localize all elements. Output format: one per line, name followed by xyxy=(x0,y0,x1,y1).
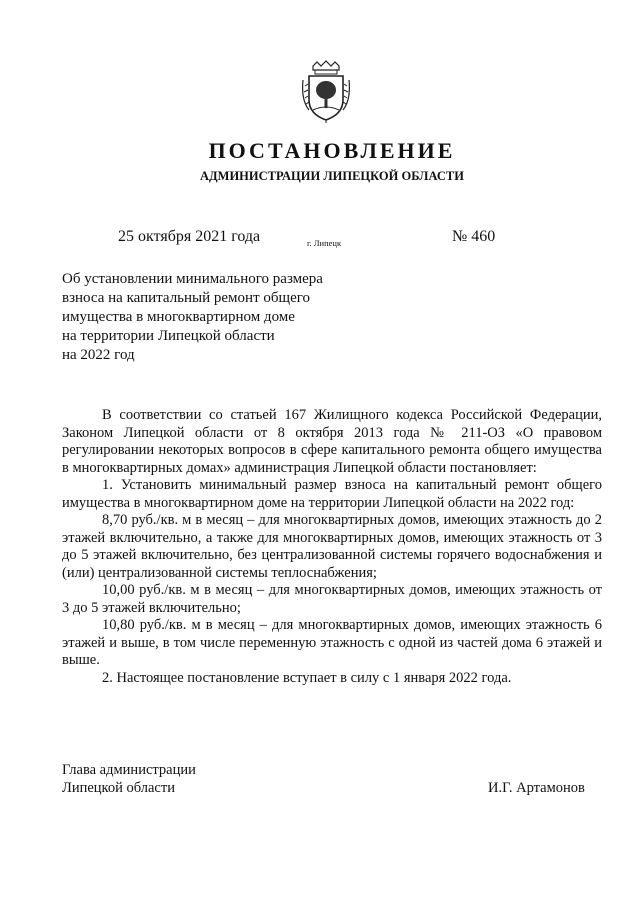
subject-line: взноса на капитальный ремонт общего xyxy=(62,290,311,306)
subject-line: на 2022 год xyxy=(62,347,135,363)
preamble-paragraph: В соответствии со статьей 167 Жилищного кодекса Российской Федерации, Законом Липецкой области от 8 октября 2013 года № 211-ОЗ «О правовом регулировании некоторых вопросов в сфере капитального ремонта общего имущества в многоквартирных домах» администрация Липецкой области постановляет: xyxy=(62,407,602,476)
clause-2-paragraph: 2. Настоящее постановление вступает в силу с 1 января 2022 года. xyxy=(102,669,512,686)
document-city: г. Липецк xyxy=(307,238,342,248)
rate-2-paragraph: 10,00 руб./кв. м в месяц – для многоквартирных домов, имеющих этажность от 3 до 5 этажей включительно; xyxy=(62,582,602,616)
subject-block xyxy=(62,270,362,365)
signatory-position xyxy=(62,762,196,797)
document-title: ПОСТАНОВЛЕНИЕ xyxy=(208,138,456,163)
rate-1-paragraph: 8,70 руб./кв. м в месяц – для многоквартирных домов, имеющих этажность до 2 этажей включительно, а также для многоквартирных домов, имеющих этажность от 3 до 5 этажей включительно, без централизованной системы горячего водоснабжения и (или) централизованной системы теплоснабжения; xyxy=(62,512,602,581)
rate-3-paragraph: 10,80 руб./кв. м в месяц – для многоквартирных домов, имеющих этажность 6 этажей и выше, в том числе переменную этажность с одной из частей дома 6 этажей и выше. xyxy=(62,617,602,668)
document-date: 25 октября 2021 года xyxy=(118,228,261,245)
document-body xyxy=(62,407,602,687)
document-number: № 460 xyxy=(452,228,496,245)
subject-line: имущества в многоквартирном доме xyxy=(62,309,295,325)
issuer-subtitle: АДМИНИСТРАЦИИ ЛИПЕЦКОЙ ОБЛАСТИ xyxy=(200,169,464,183)
signatory-position-line: Глава администрации xyxy=(62,762,196,778)
signatory-position-line: Липецкой области xyxy=(62,779,175,796)
signatory-name: И.Г. Артамонов xyxy=(488,780,585,796)
subject-line: на территории Липецкой области xyxy=(62,328,275,344)
clause-1-paragraph: 1. Установить минимальный размер взноса на капитальный ремонт общего имущества в многоквартирном доме на территории Липецкой области на 2022 год: xyxy=(62,477,602,511)
coat-of-arms-emblem xyxy=(299,60,353,124)
subject-line: Об установлении минимального размера xyxy=(62,271,323,287)
